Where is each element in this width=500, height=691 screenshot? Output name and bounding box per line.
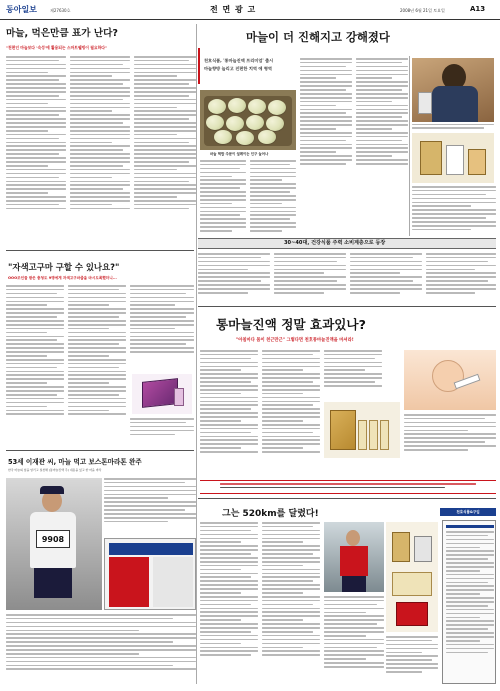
article3-body-col2	[274, 253, 346, 303]
issue-number: 제27630호	[50, 8, 71, 13]
article2-body-col1	[300, 58, 352, 188]
article3-body-col4	[426, 253, 496, 303]
garlic-products-lineup-photo	[386, 522, 438, 632]
article7-body-col3	[324, 596, 384, 684]
article1-body-col1	[6, 56, 66, 246]
article4-subhead: OOO조인들 받은 충청도 9명에게 자색고구마즙을 마시도록했더니...	[8, 276, 117, 280]
newspaper-logo: 동아일보	[6, 4, 37, 14]
race-bib: 9908	[36, 530, 70, 548]
product-demo-caption-lines	[412, 124, 494, 131]
article7-body-col2	[262, 522, 320, 684]
divider-left-bottom	[6, 450, 194, 451]
article6-headline: 53세 이재관 씨, 마늘 먹고 보스톤마라톤 완주	[8, 458, 142, 466]
article5-body-col4	[404, 414, 496, 464]
article6-subhead: 한국 마늘의 힘을 알리고 실천해 (통마늘진액 주) 내용을 있고 한 마을 마라	[8, 468, 102, 472]
article3-body-col1	[198, 253, 270, 303]
article6-body-col1	[104, 478, 196, 536]
divider-right-mid	[198, 306, 496, 307]
article1-body-col3	[134, 56, 196, 246]
divider-left-mid	[6, 250, 194, 251]
article2-subhead-2: 마늘향방 늘리고 진편한 치역 에 형역	[204, 66, 272, 71]
article2-body-col3	[412, 186, 496, 240]
article2-body-col2	[356, 58, 408, 188]
article4-body-col1	[6, 285, 64, 445]
article4-headline: "자색고구마 구할 수 있나요?"	[8, 262, 120, 272]
section-title: 전 면 광 고	[210, 4, 257, 14]
garlic-dumplings-photo	[200, 90, 296, 150]
article1-body-col5	[250, 160, 296, 248]
article2-accent-bar	[198, 48, 200, 84]
article3-body-col3	[350, 253, 422, 303]
article5-headline: 통마늘진액 정말 효과있나?	[216, 317, 366, 332]
article6-body-col2	[6, 614, 196, 684]
marathon-poster-image	[104, 538, 196, 610]
dumpling-photo-caption: 마늘 떡밥 주문이 설레이는 인구 늘어나	[210, 152, 269, 156]
product-demonstration-photo	[412, 58, 494, 122]
issue-date: 2008년 6월 21일 토요일	[400, 8, 445, 13]
article2-subhead-1: 천호식품, '통마늘진액 프리미엄' 출시	[204, 58, 274, 63]
article7-headline: 그는 520km를 달렸다!	[222, 509, 319, 519]
purple-sweet-potato-product-photo	[132, 374, 192, 414]
article4-body-col3	[130, 285, 194, 371]
article1-body-col2	[70, 56, 130, 246]
article3-banner-title: 30~40대, 건강식품 주력 소비계층으로 등장	[284, 240, 386, 246]
article4-body-col2	[68, 285, 126, 445]
article7-body-col4	[386, 636, 438, 684]
article7-tag-label: 천호식품&구입	[440, 508, 496, 516]
article5-body-col1	[200, 350, 258, 480]
garlic-extract-pouch-photo	[324, 402, 400, 458]
article5-body-col2	[262, 350, 320, 480]
marathon-runner-photo	[6, 478, 102, 610]
article2-headline: 마늘이 더 진해지고 강해졌다	[246, 30, 390, 44]
article1-body-col4	[200, 160, 246, 248]
article5-subhead: "아침마다 몸이 천근만근" 그렇다면 천호통마늘진액을 마셔라!	[236, 338, 354, 343]
baby-drinking-photo	[404, 350, 496, 410]
column-separator-main	[196, 24, 197, 684]
page-number: A13	[470, 5, 486, 13]
column-separator-top-right	[409, 56, 410, 236]
article1-headline: 마늘, 먹은만큼 표가 난다?	[6, 28, 118, 39]
article7-body-col1	[200, 522, 258, 684]
order-sidebar-box	[442, 520, 496, 684]
article5-body-col3	[324, 350, 382, 400]
article1-subhead: "천편인 마늘보다 '숙성'에 활용되는 스마트웰빙이 필요하다"	[6, 45, 107, 50]
runner-520km-photo	[324, 522, 384, 592]
order-info-lines	[220, 483, 476, 491]
article4-body-col4	[130, 418, 194, 446]
divider-right-bottom	[198, 498, 496, 499]
product-box-photo	[412, 133, 494, 183]
